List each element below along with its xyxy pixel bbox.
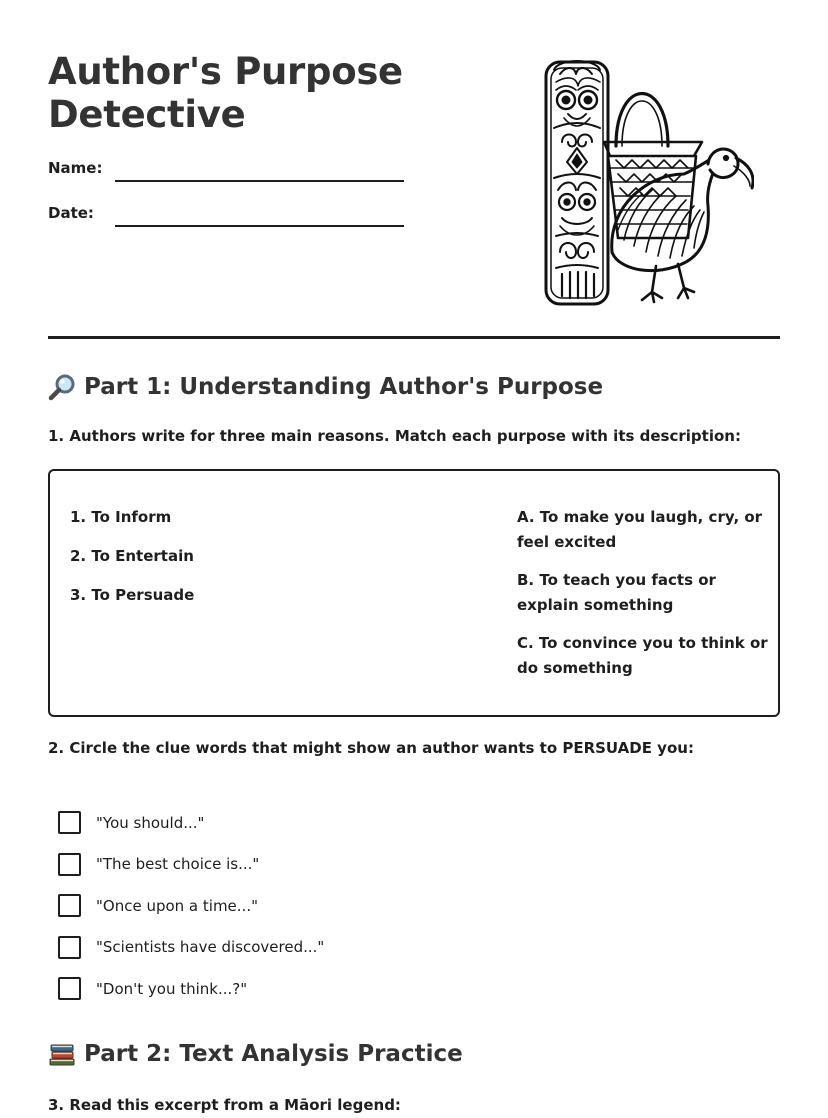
description-list (517, 505, 769, 694)
clue-word-text: "Don't you think...?" (96, 979, 248, 998)
name-input-line[interactable] (115, 180, 404, 182)
clue-word-item (58, 844, 558, 886)
clue-checkbox[interactable] (58, 811, 81, 834)
clue-word-item (58, 927, 558, 969)
clue-checkbox[interactable] (58, 936, 81, 959)
part2-heading (48, 1040, 463, 1068)
question-2: 2. Circle the clue words that might show an author wants to PERSUADE you: (48, 739, 694, 757)
date-input-line[interactable] (115, 225, 404, 227)
header-divider (48, 336, 780, 339)
clue-word-item (58, 802, 558, 844)
purpose-list (70, 507, 370, 624)
description-item: B. To teach you facts or explain something (517, 571, 716, 614)
clue-word-text: "You should..." (96, 813, 205, 832)
clue-word-text: "The best choice is..." (96, 855, 260, 874)
clue-checkbox[interactable] (58, 977, 81, 1000)
magnifying-glass-icon (48, 373, 76, 401)
clue-word-text: "Scientists have discovered..." (96, 938, 325, 957)
books-icon (48, 1040, 76, 1068)
part1-heading-text: Part 1: Understanding Author's Purpose (84, 374, 604, 400)
clue-word-text: "Once upon a time..." (96, 896, 258, 915)
purpose-item: 2. To Entertain (70, 547, 194, 565)
worksheet-title: Author's Purpose Detective (48, 50, 403, 136)
description-item: C. To convince you to think or do something (517, 634, 768, 677)
part2-heading-text: Part 2: Text Analysis Practice (84, 1041, 463, 1067)
maori-illustration-icon (538, 56, 754, 310)
date-label: Date: (48, 204, 94, 222)
worksheet-header (48, 0, 780, 340)
description-item: A. To make you laugh, cry, or feel excited (517, 508, 763, 551)
clue-word-list (58, 802, 558, 1010)
purpose-item: 1. To Inform (70, 508, 172, 526)
question-3: 3. Read this excerpt from a Māori legend: (48, 1096, 401, 1114)
clue-word-item (58, 968, 558, 1010)
clue-checkbox[interactable] (58, 853, 81, 876)
purpose-item: 3. To Persuade (70, 586, 195, 604)
name-label: Name: (48, 159, 103, 177)
clue-word-item (58, 885, 558, 927)
matching-box (48, 469, 780, 717)
date-field (48, 200, 408, 230)
part1-heading (48, 373, 603, 401)
clue-checkbox[interactable] (58, 894, 81, 917)
worksheet-page (48, 0, 780, 1118)
name-field (48, 155, 408, 185)
question-1: 1. Authors write for three main reasons. Match each purpose with its description: (48, 427, 741, 445)
